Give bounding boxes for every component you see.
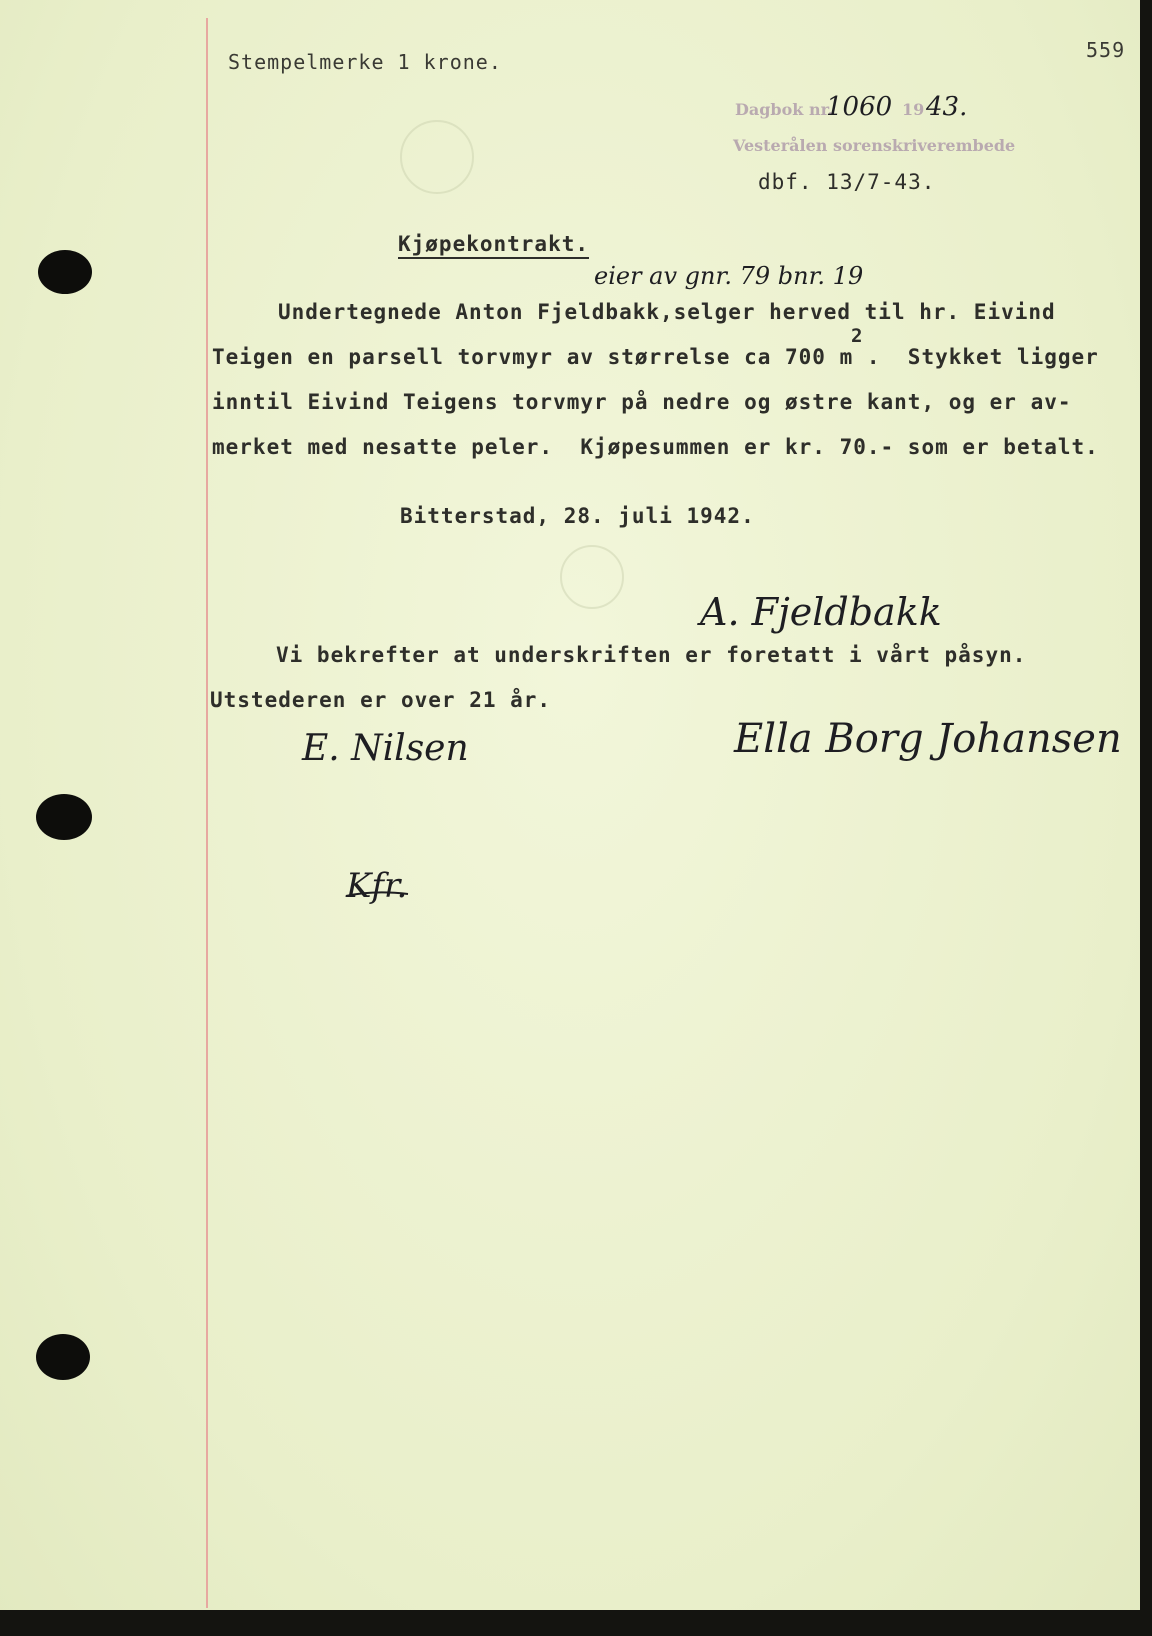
registry-year: 43. <box>926 92 968 122</box>
witness-signature-2: Ella Borg Johansen <box>734 716 1122 762</box>
body-line: merket med nesatte peler. Kjøpesummen er kr. 70.- som er betalt. <box>212 435 1099 459</box>
scan-edge-right <box>1140 0 1152 1636</box>
place-date: Bitterstad, 28. juli 1942. <box>400 504 755 528</box>
stamp-duty-note: Stempelmerke 1 krone. <box>228 50 502 74</box>
bleed-through-mark <box>400 120 474 194</box>
punch-hole <box>38 250 92 294</box>
registry-stamp-prefix: Dagbok nr. <box>735 100 834 119</box>
bleed-through-mark <box>560 545 624 609</box>
body-line: inntil Eivind Teigens torvmyr på nedre og østre kant, og er av- <box>212 390 1072 414</box>
body-line: Teigen en parsell torvmyr av størrelse ca 700 m . Stykket ligger <box>212 345 1099 369</box>
punch-hole <box>36 1334 90 1380</box>
margin-rule <box>206 18 208 1608</box>
body-line: Undertegnede Anton Fjeldbakk,selger herved til hr. Eivind <box>278 300 1056 324</box>
registry-number: 1060 <box>826 92 893 122</box>
seller-signature: A. Fjeldbakk <box>700 590 942 634</box>
superscript: 2 <box>851 325 864 347</box>
clerk-initials: Kfr. <box>346 866 408 906</box>
initials-underline <box>344 884 414 904</box>
scan-edge-bottom <box>0 1610 1152 1636</box>
witness-line: Vi bekrefter at underskriften er foretatt i vårt påsyn. <box>276 643 1027 667</box>
witness-line: Utstederen er over 21 år. <box>210 688 552 712</box>
registry-year-prefix: 19 <box>902 100 925 119</box>
page-number: 559 <box>1086 38 1126 62</box>
punch-hole <box>36 794 92 840</box>
witness-signature-1: E. Nilsen <box>302 728 469 769</box>
registration-date: dbf. 13/7-43. <box>758 170 936 194</box>
document-title: Kjøpekontrakt. <box>398 232 589 259</box>
registry-office: Vesterålen sorenskriverembede <box>733 136 1016 155</box>
handwritten-insert: eier av gnr. 79 bnr. 19 <box>594 262 864 290</box>
